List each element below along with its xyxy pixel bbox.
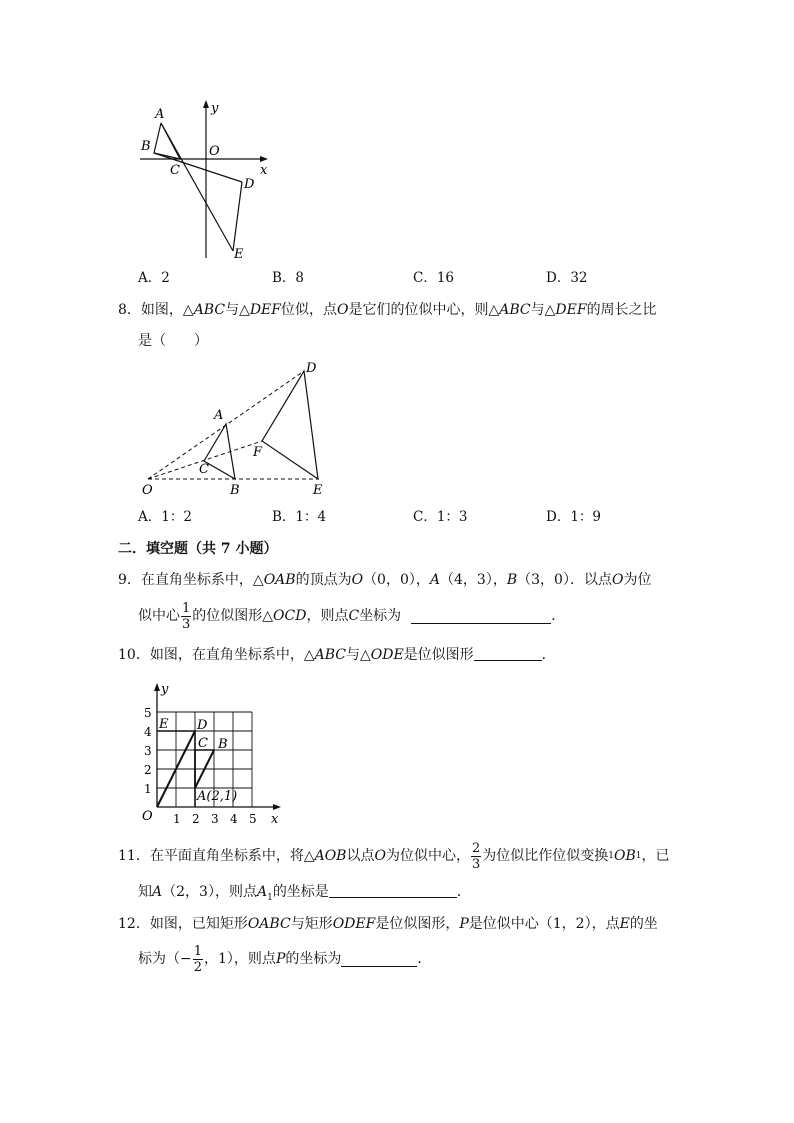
y-axis-arrow (203, 100, 209, 108)
line-b-d (154, 153, 242, 182)
xtick-4: 4 (230, 812, 238, 826)
label-o: O (142, 809, 153, 824)
label-f: F (253, 445, 263, 460)
label-e: E (234, 247, 244, 262)
q9-line2: 似中心 $\frac{1}{3}$ 的位似图形 △OCD ，则点 C 坐标为 ． (138, 600, 566, 632)
line-a-e (161, 123, 233, 251)
q8-line2: 是（ ） (138, 333, 208, 349)
figure-q10 (138, 678, 288, 828)
q11-line1: 11．在平面直角坐标系中，将 △AOB 以点 O 为位似中心， $\frac{2}{3}$ 为位似比作位似变换 1 OB 1 ，已 (118, 840, 670, 872)
label-y: y (161, 682, 169, 697)
q12-answer-blank[interactable] (341, 952, 417, 967)
q8-option-c: C．1：3 (413, 509, 468, 525)
fraction-two-thirds: $\frac{2}{3}$ (471, 840, 481, 872)
triangle-def (262, 371, 318, 479)
q11-answer-blank[interactable] (329, 883, 457, 898)
label-e: E (159, 717, 169, 732)
q9-answer-blank[interactable] (411, 609, 551, 624)
label-e: E (313, 483, 323, 498)
label-x: x (260, 163, 268, 178)
section-heading: 二．填空题（共 7 小题） (118, 541, 278, 557)
label-x: x (271, 812, 279, 827)
q9-line1: 9．在直角坐标系中，△OAB的顶点为O（0，0），A（4，3），B（3，0）．以点O为位 (118, 572, 652, 588)
label-a-point: A(2,1) (197, 789, 238, 804)
segment-d-e (233, 182, 242, 251)
q10-line1: 10．如图，在直角坐标系中，△ABC与△ODE是位似图形 ． (118, 647, 556, 663)
triangle-abc (154, 123, 180, 159)
label-b: B (218, 737, 228, 752)
label-c: C (170, 163, 180, 178)
q10-answer-blank[interactable] (474, 646, 542, 661)
x-axis-arrow (273, 804, 281, 810)
ytick-3: 3 (144, 744, 152, 758)
label-d: D (306, 361, 317, 376)
q8-line1: 8．如图，△ABC与△DEF位似，点O是它们的位似中心，则△ABC与△DEF的周长之比 (118, 302, 657, 318)
x-axis-arrow (260, 156, 268, 162)
y-axis-arrow (154, 683, 160, 691)
label-b: B (230, 483, 240, 498)
xtick-1: 1 (173, 812, 181, 826)
q12-line1: 12．如图，已知矩形OABC与矩形ODEF是位似图形，P是位似中心（1，2），点E的坐 (118, 916, 658, 932)
label-a: A (214, 408, 224, 423)
label-c: C (199, 462, 209, 477)
label-o: O (209, 144, 220, 159)
label-y: y (211, 101, 219, 116)
q12-line2: 标为（ − $\frac{1}{2}$ ，1），则点 P 的坐标为 ． (138, 943, 432, 975)
label-o: O (142, 483, 153, 498)
ytick-4: 4 (144, 725, 152, 739)
xtick-5: 5 (249, 812, 257, 826)
ytick-5: 5 (144, 706, 152, 720)
xtick-2: 2 (192, 812, 200, 826)
ytick-2: 2 (144, 763, 152, 777)
label-d: D (244, 177, 255, 192)
figure-q8 (138, 357, 338, 499)
q7-option-d: D．32 (546, 270, 588, 286)
label-d: D (197, 718, 208, 733)
ytick-1: 1 (144, 782, 152, 796)
q7-option-a: A．2 (138, 270, 170, 286)
figure-q7 (136, 96, 276, 266)
fraction-one-third: $\frac{1}{3}$ (182, 600, 191, 632)
q8-option-a: A．1：2 (138, 509, 192, 525)
q8-option-d: D．1：9 (546, 509, 602, 525)
q7-option-c: C．16 (413, 270, 455, 286)
xtick-3: 3 (211, 812, 219, 826)
fraction-one-half: $\frac{1}{2}$ (193, 943, 203, 975)
q8-option-b: B．1：4 (272, 509, 327, 525)
q7-option-b: B．8 (272, 270, 305, 286)
label-a: A (155, 107, 165, 122)
q11-line2: 知A（2，3），则点$A_1$的坐标是 ． (138, 884, 471, 903)
label-c: C (198, 736, 208, 751)
label-b: B (141, 139, 151, 154)
